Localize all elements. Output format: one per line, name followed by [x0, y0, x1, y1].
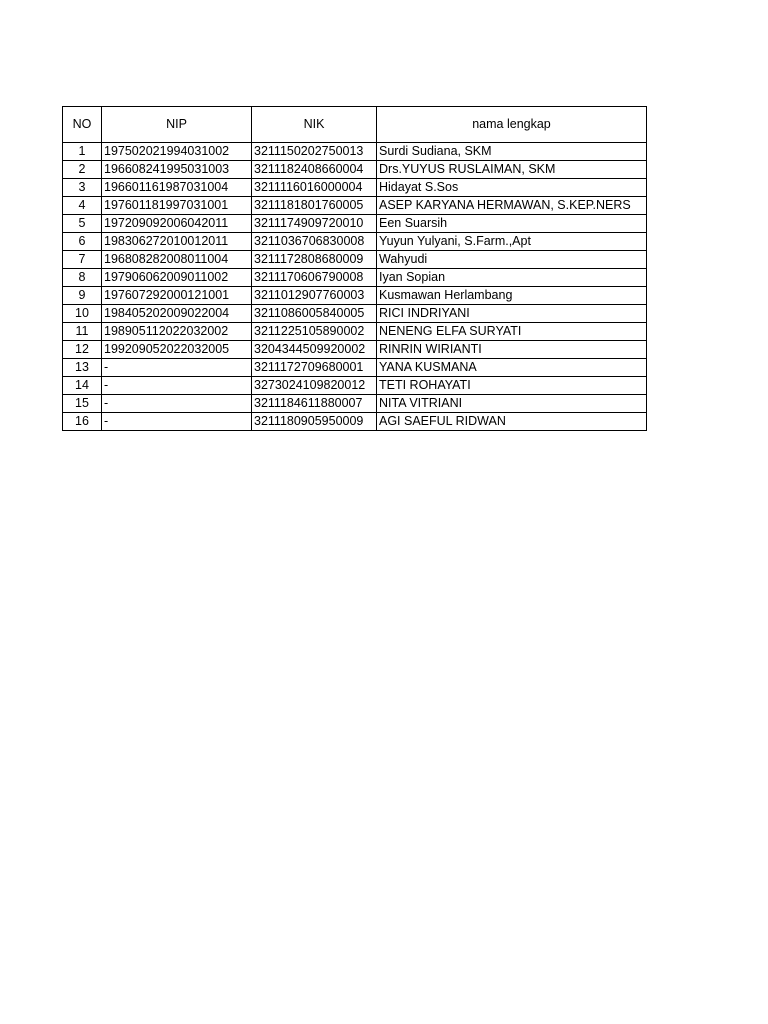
- cell-nik: 3211172709680001: [252, 359, 377, 377]
- table-row: [63, 377, 647, 395]
- cell-nip: 197906062009011002: [102, 269, 252, 287]
- cell-nik: 3211012907760003: [252, 287, 377, 305]
- cell-nik: 3204344509920002: [252, 341, 377, 359]
- cell-name: Hidayat S.Sos: [377, 179, 647, 197]
- cell-no: 10: [63, 305, 102, 323]
- cell-no: 7: [63, 251, 102, 269]
- cell-nip: 198405202009022004: [102, 305, 252, 323]
- cell-nip: 199209052022032005: [102, 341, 252, 359]
- table-row: [63, 413, 647, 431]
- cell-name: AGI SAEFUL RIDWAN: [377, 413, 647, 431]
- cell-name: RINRIN WIRIANTI: [377, 341, 647, 359]
- cell-nik: 3211036706830008: [252, 233, 377, 251]
- cell-nip: -: [102, 395, 252, 413]
- cell-name: ASEP KARYANA HERMAWAN, S.KEP.NERS: [377, 197, 647, 215]
- table-row: [63, 395, 647, 413]
- employee-table-container: [62, 106, 647, 431]
- cell-nik: 3211172808680009: [252, 251, 377, 269]
- header-row: [63, 107, 647, 143]
- employee-table: [62, 106, 647, 431]
- table-row: [63, 323, 647, 341]
- cell-nik: 3211181801760005: [252, 197, 377, 215]
- table-row: [63, 269, 647, 287]
- cell-nip: -: [102, 377, 252, 395]
- cell-no: 6: [63, 233, 102, 251]
- cell-nip: 197601181997031001: [102, 197, 252, 215]
- table-row: [63, 233, 647, 251]
- table-row: [63, 215, 647, 233]
- cell-nik: 3211225105890002: [252, 323, 377, 341]
- cell-name: TETI ROHAYATI: [377, 377, 647, 395]
- table-row: [63, 197, 647, 215]
- cell-name: Wahyudi: [377, 251, 647, 269]
- header-no: NO: [63, 107, 102, 143]
- cell-name: Iyan Sopian: [377, 269, 647, 287]
- cell-name: Een Suarsih: [377, 215, 647, 233]
- cell-no: 16: [63, 413, 102, 431]
- cell-name: YANA KUSMANA: [377, 359, 647, 377]
- cell-nip: 197209092006042011: [102, 215, 252, 233]
- cell-no: 9: [63, 287, 102, 305]
- cell-nik: 3273024109820012: [252, 377, 377, 395]
- table-row: [63, 251, 647, 269]
- table-row: [63, 161, 647, 179]
- cell-no: 1: [63, 143, 102, 161]
- cell-nik: 3211174909720010: [252, 215, 377, 233]
- cell-nip: 196608241995031003: [102, 161, 252, 179]
- table-header: [63, 107, 647, 143]
- cell-nip: 197607292000121001: [102, 287, 252, 305]
- cell-nip: 196601161987031004: [102, 179, 252, 197]
- cell-nip: 197502021994031002: [102, 143, 252, 161]
- cell-no: 14: [63, 377, 102, 395]
- cell-nik: 3211086005840005: [252, 305, 377, 323]
- table-row: [63, 359, 647, 377]
- cell-name: NITA VITRIANI: [377, 395, 647, 413]
- table-row: [63, 287, 647, 305]
- cell-name: Surdi Sudiana, SKM: [377, 143, 647, 161]
- cell-nip: 198905112022032002: [102, 323, 252, 341]
- cell-name: NENENG ELFA SURYATI: [377, 323, 647, 341]
- cell-nik: 3211182408660004: [252, 161, 377, 179]
- cell-no: 2: [63, 161, 102, 179]
- table-row: [63, 305, 647, 323]
- table-row: [63, 179, 647, 197]
- cell-no: 13: [63, 359, 102, 377]
- cell-no: 4: [63, 197, 102, 215]
- table-row: [63, 143, 647, 161]
- cell-name: Yuyun Yulyani, S.Farm.,Apt: [377, 233, 647, 251]
- table-row: [63, 341, 647, 359]
- cell-nip: -: [102, 413, 252, 431]
- cell-name: Drs.YUYUS RUSLAIMAN, SKM: [377, 161, 647, 179]
- table-body: [63, 143, 647, 431]
- cell-nik: 3211116016000004: [252, 179, 377, 197]
- cell-nik: 3211170606790008: [252, 269, 377, 287]
- cell-nik: 3211150202750013: [252, 143, 377, 161]
- cell-no: 5: [63, 215, 102, 233]
- cell-no: 11: [63, 323, 102, 341]
- cell-nip: 196808282008011004: [102, 251, 252, 269]
- cell-nik: 3211184611880007: [252, 395, 377, 413]
- cell-no: 12: [63, 341, 102, 359]
- cell-name: RICI INDRIYANI: [377, 305, 647, 323]
- cell-no: 15: [63, 395, 102, 413]
- header-name: nama lengkap: [377, 107, 647, 143]
- cell-no: 3: [63, 179, 102, 197]
- cell-no: 8: [63, 269, 102, 287]
- cell-nip: -: [102, 359, 252, 377]
- cell-name: Kusmawan Herlambang: [377, 287, 647, 305]
- cell-nip: 198306272010012011: [102, 233, 252, 251]
- cell-nik: 3211180905950009: [252, 413, 377, 431]
- header-nik: NIK: [252, 107, 377, 143]
- header-nip: NIP: [102, 107, 252, 143]
